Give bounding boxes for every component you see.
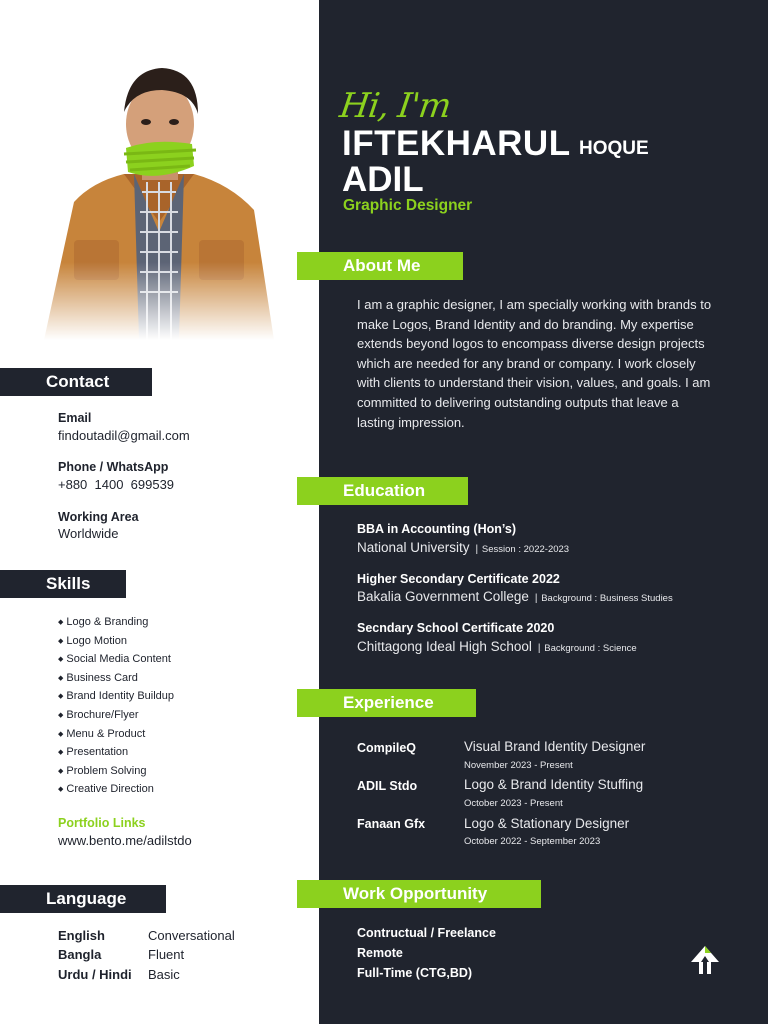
area-label: Working Area (58, 510, 139, 524)
work-item: Remote (357, 946, 403, 960)
about-text: I am a graphic designer, I am specially working with brands to make Logos, Brand Identity and do branding. My expertise extends beyond logos to encompass diverse design projects which are needed for any brand or company. I work closely with clients to understand their vision, values, and goals. I am committed to delivering outstanding outputs that leave a lasting impression. (357, 297, 712, 430)
separator: | (475, 544, 479, 555)
experience-header (297, 689, 476, 717)
language-name: English (58, 928, 105, 943)
work-item: Contructual / Freelance (357, 926, 496, 940)
education-school: National University (357, 540, 470, 555)
experience-role: Visual Brand Identity Designer (464, 739, 646, 754)
language-level: Basic (148, 967, 180, 982)
skill-item: ◆ Presentation (58, 743, 174, 762)
profile-photo (34, 62, 280, 340)
skill-item: ◆ Menu & Product (58, 725, 174, 744)
language-name: Urdu / Hindi (58, 967, 132, 982)
experience-company: CompileQ (357, 741, 417, 755)
skill-item: ◆ Logo & Branding (58, 613, 174, 632)
separator: | (534, 593, 538, 604)
language-name: Bangla (58, 947, 102, 962)
education-school: Bakalia Government College (357, 589, 529, 604)
skill-item: ◆ Logo Motion (58, 632, 174, 651)
about-title: About Me (343, 256, 421, 275)
phone-value[interactable]: +880 1400 699539 (58, 477, 175, 492)
about-header (297, 252, 463, 280)
experience-role: Logo & Stationary Designer (464, 816, 630, 831)
education-detail: Science (602, 643, 637, 654)
experience-title: Experience (343, 693, 434, 712)
experience-dates: October 2023 - Present (464, 798, 563, 809)
area-value: Worldwide (58, 526, 119, 541)
education-detail-label: Session : (481, 544, 524, 555)
language-level: Conversational (148, 928, 235, 943)
experience-role: Logo & Brand Identity Stuffing (464, 777, 644, 792)
education-school-line (357, 639, 637, 654)
education-school-line (357, 589, 673, 604)
skill-item: ◆ Social Media Content (58, 650, 174, 669)
middle-name: HOQUE (579, 138, 649, 159)
work-header (297, 880, 541, 908)
language-row (58, 967, 278, 986)
skill-item: ◆ Brochure/Flyer (58, 706, 174, 725)
work-item: Full-Time (CTG,BD) (357, 966, 473, 980)
education-detail-label: Background : (544, 643, 603, 654)
education-degree: BBA in Accounting (Hon’s) (357, 522, 517, 536)
skills-title: Skills (46, 574, 91, 593)
contact-title: Contact (46, 372, 110, 391)
language-row (58, 947, 278, 966)
first-name: IFTEKHARUL (342, 124, 571, 163)
skills-header (0, 570, 126, 598)
experience-dates: October 2022 - September 2023 (464, 836, 601, 847)
education-header (297, 477, 468, 505)
language-title: Language (46, 889, 127, 908)
language-header (0, 885, 166, 913)
skill-item: ◆ Creative Direction (58, 780, 174, 799)
phone-label: Phone / WhatsApp (58, 460, 169, 474)
experience-company: ADIL Stdo (357, 779, 418, 793)
greeting-script: Hi, I'm (337, 86, 453, 126)
skill-item: ◆ Problem Solving (58, 762, 174, 781)
experience-dates: November 2023 - Present (464, 760, 573, 771)
education-detail: 2022-2023 (523, 544, 570, 555)
separator: | (537, 643, 541, 654)
education-school: Chittagong Ideal High School (357, 639, 532, 654)
skill-item: ◆ Brand Identity Buildup (58, 687, 174, 706)
email-label: Email (58, 411, 92, 425)
skills-list (58, 613, 174, 799)
education-title: Education (343, 481, 426, 500)
portfolio-link[interactable]: www.bento.me/adilstdo (58, 833, 192, 848)
language-row (58, 928, 278, 947)
language-level: Fluent (148, 947, 185, 962)
email-value[interactable]: findoutadil@gmail.com (58, 428, 190, 443)
education-school-line (357, 540, 569, 555)
education-degree: Secndary School Certificate 2020 (357, 621, 555, 635)
up-arrow-icon[interactable] (689, 944, 721, 980)
experience-company: Fanaan Gfx (357, 817, 426, 831)
job-title: Graphic Designer (343, 197, 473, 214)
contact-header (0, 368, 152, 396)
work-title: Work Opportunity (343, 884, 488, 903)
education-detail: Business Studies (599, 593, 673, 604)
education-detail-label: Background : (541, 593, 600, 604)
last-name: ADIL (342, 160, 424, 199)
education-degree: Higher Secondary Certificate 2022 (357, 572, 560, 586)
portfolio-label: Portfolio Links (58, 816, 146, 830)
skill-item: ◆ Business Card (58, 669, 174, 688)
